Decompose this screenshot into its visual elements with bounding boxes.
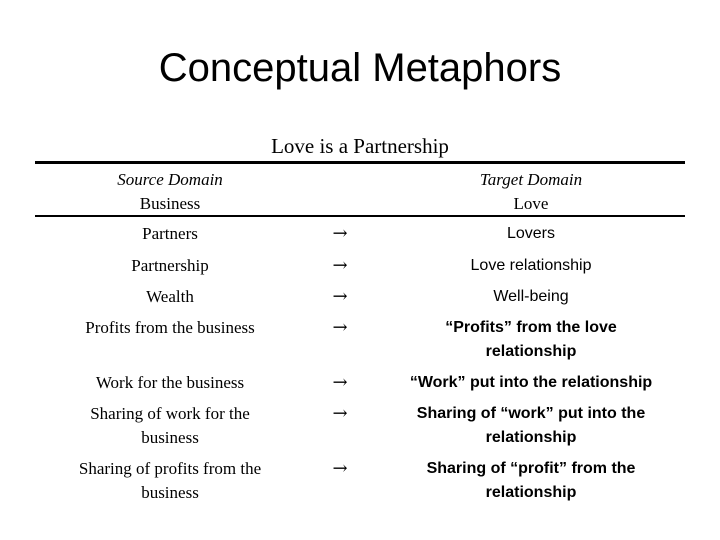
mapping-arrow: → bbox=[332, 286, 348, 307]
table-caption: Love is a Partnership bbox=[271, 134, 449, 158]
mapping-arrow: → bbox=[332, 372, 348, 393]
table-row-target: Sharing of “work” put into the relationship bbox=[416, 405, 646, 446]
source-domain-name: Business bbox=[139, 194, 201, 213]
table-row-source: Sharing of profits from the business bbox=[78, 459, 262, 502]
mapping-arrow: → bbox=[332, 458, 348, 479]
mapping-arrow: → bbox=[332, 403, 348, 424]
target-domain-name: Love bbox=[513, 194, 549, 213]
table-row-target: Lovers bbox=[506, 225, 556, 242]
table-row-source: Profits from the business bbox=[85, 318, 255, 337]
table-row-target: “Profits” from the love relationship bbox=[445, 319, 617, 360]
table-row-target: Well-being bbox=[493, 288, 569, 305]
table-row-target: “Work” put into the relationship bbox=[409, 374, 653, 391]
table-row-source: Sharing of work for the business bbox=[90, 404, 250, 447]
table-row-target: Sharing of “profit” from the relationship bbox=[426, 460, 636, 501]
source-domain-header bbox=[50, 168, 290, 216]
source-domain-label: Source Domain bbox=[117, 170, 223, 189]
table-row-source: Partnership bbox=[131, 256, 209, 275]
target-domain-header bbox=[380, 168, 682, 216]
table-row-source: Partners bbox=[142, 224, 198, 243]
mapping-arrow: → bbox=[332, 255, 348, 276]
table-row-source: Work for the business bbox=[95, 373, 245, 392]
mapping-arrow: → bbox=[332, 223, 348, 244]
table-top-rule bbox=[35, 161, 685, 164]
slide-title: Conceptual Metaphors bbox=[158, 46, 562, 90]
header-rule bbox=[35, 215, 685, 217]
mapping-arrow: → bbox=[332, 317, 348, 338]
table-row-source: Wealth bbox=[146, 287, 194, 306]
target-domain-label: Target Domain bbox=[479, 170, 583, 189]
table-row-target: Love relationship bbox=[470, 257, 592, 274]
